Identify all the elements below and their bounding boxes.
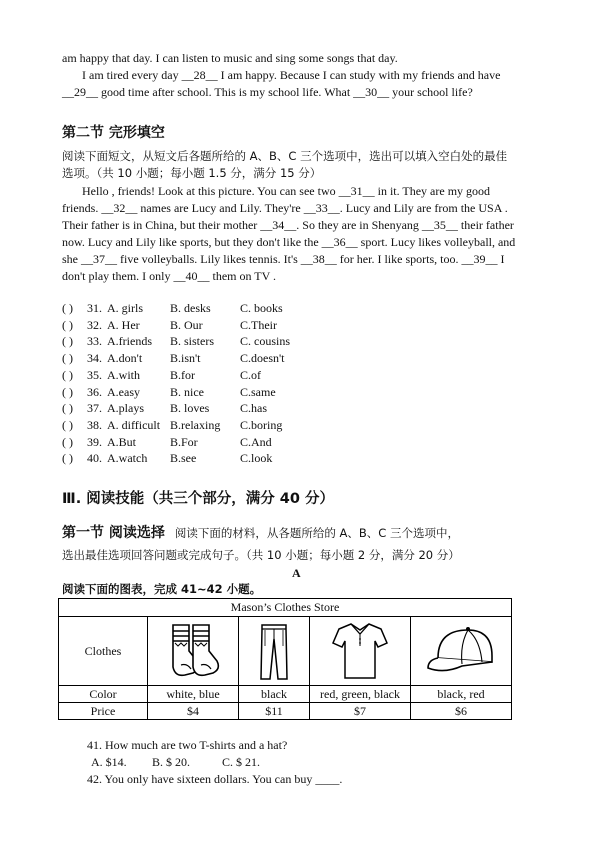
option-row — [62, 384, 362, 401]
answer-bracket[interactable]: ( ) — [62, 384, 73, 399]
sub-section-line — [62, 524, 459, 542]
option-b: B. nice — [170, 384, 204, 399]
answer-bracket[interactable]: ( ) — [62, 434, 73, 449]
option-c: C.look — [240, 451, 273, 466]
option-b: B. Our — [170, 317, 203, 332]
question-41: 41. How much are two T-shirts and a hat? — [87, 738, 288, 752]
cap-cell — [411, 617, 512, 686]
chart-intro: 阅读下面的图表，完成 41~42 小题。 — [62, 582, 262, 596]
question-number: 32. — [87, 317, 102, 332]
option-row — [62, 450, 362, 467]
color-cell: red, green, black — [310, 686, 411, 703]
question-42: 42. You only have sixteen dollars. You can buy ____. — [87, 772, 343, 786]
part-heading: Ⅲ. 阅读技能（共三个部分，满分 40 分） — [62, 491, 335, 507]
option-row — [62, 367, 362, 384]
pants-icon — [259, 621, 289, 681]
option-row — [62, 434, 362, 451]
option-a: A.don't — [107, 351, 143, 366]
cap-icon — [424, 622, 498, 680]
passage-paragraph: I am tired every day __28__ I am happy. Because I can study with my friends and have __29__ good time after school. This is my school life. What __30__ your school life? — [62, 68, 501, 99]
clothes-store-table — [58, 598, 512, 720]
question-number: 38. — [87, 417, 102, 432]
tshirt-icon — [332, 620, 388, 682]
answer-bracket[interactable]: ( ) — [62, 334, 73, 349]
row-header-price: Price — [59, 703, 148, 720]
option-c: C.doesn't — [240, 351, 285, 366]
option-c: C.Their — [240, 317, 277, 332]
option-a: A. Her — [107, 317, 140, 332]
price-cell: $11 — [239, 703, 310, 720]
price-cell: $6 — [411, 703, 512, 720]
sub-section-instructions-2: 选出最佳选项回答问题或完成句子。（共 10 小题；每小题 2 分，满分 20 分） — [62, 548, 460, 562]
question-number: 35. — [87, 367, 102, 382]
passage-label: A — [292, 566, 301, 580]
question-number: 40. — [87, 451, 102, 466]
question-41-options — [0, 754, 594, 771]
answer-bracket[interactable]: ( ) — [62, 301, 73, 315]
option-row — [62, 350, 362, 367]
option-a: A.But — [107, 434, 137, 449]
option-row — [62, 417, 362, 434]
option-a: A.with — [107, 367, 140, 382]
option-a: A.watch — [107, 451, 148, 466]
option-b: B.isn't — [170, 351, 201, 366]
sub-section-instructions: 阅读下面的材料，从各题所给的 A、B、C 三个选项中， — [174, 526, 459, 540]
option-row — [62, 317, 362, 334]
tshirt-cell — [310, 617, 411, 686]
color-cell: black — [239, 686, 310, 703]
option-b: B. loves — [170, 401, 210, 416]
answer-bracket[interactable]: ( ) — [62, 351, 73, 366]
option-a: A.plays — [107, 401, 144, 416]
option-b: B.see — [170, 451, 197, 466]
sub-section-heading: 第一节 阅读选择 — [62, 525, 165, 541]
answer-bracket[interactable]: ( ) — [62, 317, 73, 332]
option-c: C. $ 21. — [222, 755, 261, 769]
option-row — [62, 400, 362, 417]
passage-line: am happy that day. I can listen to music and sing some songs that day. — [62, 51, 398, 65]
question-number: 31. — [87, 301, 102, 315]
question-number: 33. — [87, 334, 102, 349]
answer-bracket[interactable]: ( ) — [62, 367, 73, 382]
question-number: 34. — [87, 351, 102, 366]
option-c: C.has — [240, 401, 267, 416]
option-b: B.relaxing — [170, 417, 221, 432]
socks-icon — [165, 621, 221, 681]
option-c: C. books — [240, 301, 283, 315]
option-a: A. difficult — [107, 417, 161, 432]
color-cell: black, red — [411, 686, 512, 703]
price-cell: $4 — [148, 703, 239, 720]
option-c: C.And — [240, 434, 272, 449]
question-number: 39. — [87, 434, 102, 449]
cloze-passage: Hello , friends! Look at this picture. You can see two __31__ in it. They are my good friends. __32__ names are Lucy and Lily. They're __33__. Lucy and Lily are from the USA . Their father is in China, but their mother __34__. So they are in Shenyang __35__ their father now. Lucy and Lily like sports, but they don't like the __36__ sport. Lucy likes volleyball, and she __37__ five volleyballs. Lily likes tennis. It's __38__ for her. I like sports, too. __39__ I don't play them. I only __40__ them on TV . — [62, 184, 516, 283]
option-b: B.For — [170, 434, 198, 449]
pants-cell — [239, 617, 310, 686]
option-row — [62, 333, 362, 350]
option-a: A. $14. — [91, 755, 127, 769]
answer-bracket[interactable]: ( ) — [62, 401, 73, 416]
color-cell: white, blue — [148, 686, 239, 703]
option-b: B.for — [170, 367, 195, 382]
row-header-color: Color — [59, 686, 148, 703]
answer-bracket[interactable]: ( ) — [62, 417, 73, 432]
option-c: C.boring — [240, 417, 283, 432]
section-instructions: 阅读下面短文，从短文后各题所给的 A、B、C 三个选项中，选出可以填入空白处的最佳选项。（共 10 小题；每小题 1.5 分，满分 15 分） — [62, 149, 508, 180]
question-number: 37. — [87, 401, 102, 416]
section-heading: 第二节 完形填空 — [62, 125, 165, 141]
row-header-clothes: Clothes — [59, 617, 148, 686]
socks-cell — [148, 617, 239, 686]
price-cell: $7 — [310, 703, 411, 720]
option-b: B. $ 20. — [152, 755, 191, 769]
option-c: C. cousins — [240, 334, 291, 349]
question-number: 36. — [87, 384, 102, 399]
option-c: C.of — [240, 367, 261, 382]
option-b: B. desks — [170, 301, 211, 315]
option-a: A.friends — [107, 334, 152, 349]
option-a: A.easy — [107, 384, 140, 399]
option-b: B. sisters — [170, 334, 215, 349]
option-row — [62, 300, 362, 317]
table-title: Mason’s Clothes Store — [59, 599, 512, 617]
option-a: A. girls — [107, 301, 143, 315]
answer-bracket[interactable]: ( ) — [62, 451, 73, 466]
option-c: C.same — [240, 384, 276, 399]
